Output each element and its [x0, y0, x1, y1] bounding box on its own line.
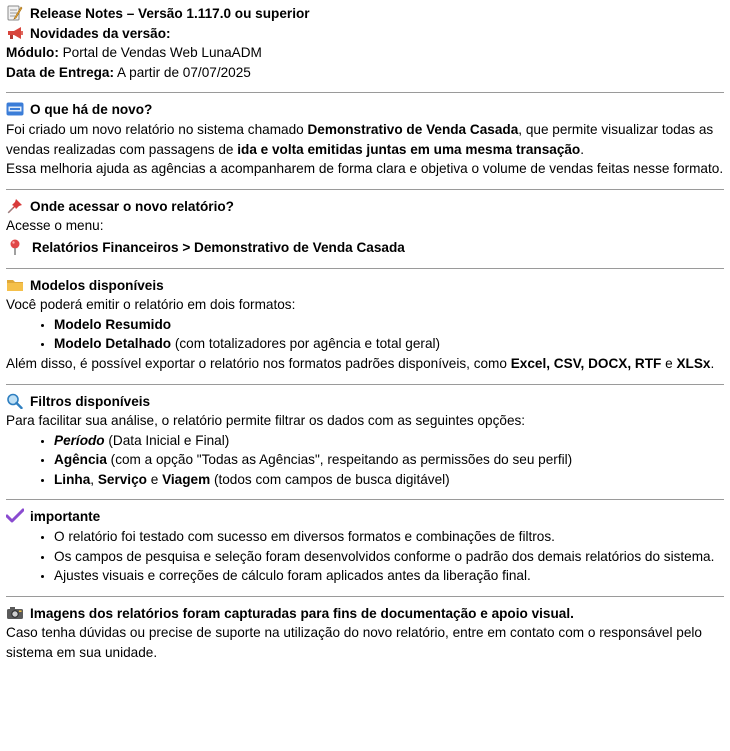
text-run: (todos com campos de busca digitável) [210, 471, 450, 487]
text-run: (Data Inicial e Final) [104, 432, 230, 448]
export-format-xlsx: XLSx [676, 355, 711, 371]
important-section-title: importante [30, 509, 101, 525]
list-item [54, 450, 724, 470]
important-section-header [6, 507, 724, 527]
model-summary: Modelo Resumido [54, 316, 172, 332]
check-mark-icon [6, 508, 24, 524]
footer-section-title: Imagens dos relatórios foram capturadas para fins de documentação e apoio visual. [30, 605, 574, 621]
module-value: Portal de Vendas Web LunaADM [58, 45, 262, 61]
list-item: • Ajustes visuais e correções de cálculo foram aplicados antes da liberação final. [54, 566, 716, 586]
models-section-title: Modelos disponíveis [30, 277, 164, 293]
text-run: Foi criado um novo relatório no sistema chamado [6, 121, 308, 137]
export-paragraph [6, 354, 724, 374]
memo-icon [6, 5, 24, 21]
text-run: e [661, 355, 677, 371]
news-title: Novidades da versão: [30, 25, 171, 41]
models-section-header [6, 276, 724, 296]
separator [6, 596, 724, 597]
camera-icon [6, 605, 24, 621]
text-run: , que permite visualizar todas as vendas realizadas com passagens de [6, 121, 714, 157]
new-section-title: O que há de novo? [30, 102, 153, 118]
filters-intro: Para facilitar sua análise, o relatório permite filtrar os dados com as seguintes opções: [6, 413, 526, 429]
delivery-value: A partir de 07/07/2025 [114, 64, 251, 80]
new-icon [6, 101, 24, 117]
filter-period: Período [54, 432, 105, 448]
delivery-line [6, 63, 724, 83]
separator [6, 384, 724, 385]
export-formats: Excel, CSV, DOCX, RTF [510, 355, 662, 371]
list-item [54, 315, 724, 335]
filter-service: Serviço [97, 471, 147, 487]
access-intro: Acesse o menu: [6, 218, 104, 234]
text-run: . [580, 141, 585, 157]
text-run: e [146, 471, 163, 487]
list-item [54, 334, 724, 354]
text-run: , [90, 471, 98, 487]
models-list [6, 315, 724, 354]
text-run: Além disso, é possível exportar o relatório nos formatos padrões disponíveis, como [6, 355, 511, 371]
filter-line: Linha [54, 471, 91, 487]
models-intro: Você poderá emitir o relatório em dois formatos: [6, 297, 296, 313]
access-section-title: Onde acessar o novo relatório? [30, 198, 234, 214]
round-pushpin-icon [8, 239, 22, 255]
list-item [54, 431, 724, 451]
megaphone-icon [6, 25, 24, 41]
separator [6, 92, 724, 93]
access-section-header [6, 197, 724, 217]
filters-list [6, 431, 724, 490]
report-name: Demonstrativo de Venda Casada [307, 121, 519, 137]
delivery-label: Data de Entrega: [6, 64, 115, 80]
doc-title-line [6, 4, 724, 24]
text-run: . [710, 355, 715, 371]
text-run: (com a opção "Todas as Agências", respeitando as permissões do seu perfil) [106, 452, 573, 468]
footer-section-header [6, 604, 724, 624]
magnifier-icon [6, 393, 24, 409]
list-item: • Os campos de pesquisa e seleção foram desenvolvidos conforme o padrão dos demais relatórios do sistema. [54, 547, 716, 567]
filters-section-title: Filtros disponíveis [30, 393, 151, 409]
news-title-line [6, 24, 724, 44]
menu-path-line [6, 238, 724, 258]
list-item: • O relatório foi testado com sucesso em diversos formatos e combinações de filtros. [54, 527, 716, 547]
pushpin-icon [6, 198, 24, 214]
menu-path: Relatórios Financeiros > Demonstrativo de Venda Casada [32, 239, 405, 255]
separator [6, 268, 724, 269]
list-item [54, 470, 724, 490]
new-section-paragraph-2: Essa melhoria ajuda as agências a acompanharem de forma clara e objetiva o volume de vendas feitas nesse formato. [6, 161, 724, 177]
important-list [6, 527, 724, 586]
filter-trip: Viagem [162, 471, 211, 487]
module-label: Módulo: [6, 45, 59, 61]
text-run: (com totalizadores por agência e total geral) [171, 336, 441, 352]
model-detailed: Modelo Detalhado [54, 336, 172, 352]
folder-icon [6, 277, 24, 293]
new-section-paragraph-1 [6, 120, 724, 159]
new-section-header [6, 100, 724, 120]
filters-section-header [6, 392, 724, 412]
emphasis-text: ida e volta emitidas juntas em uma mesma transação [237, 141, 581, 157]
separator [6, 189, 724, 190]
filter-agency: Agência [54, 452, 107, 468]
doc-title: Release Notes – Versão 1.117.0 ou superior [30, 6, 310, 21]
separator [6, 499, 724, 500]
footer-text: Caso tenha dúvidas ou precise de suporte na utilização do novo relatório, entre em contato com o responsável pelo sistema em sua unidade. [6, 625, 702, 661]
module-line [6, 43, 724, 63]
